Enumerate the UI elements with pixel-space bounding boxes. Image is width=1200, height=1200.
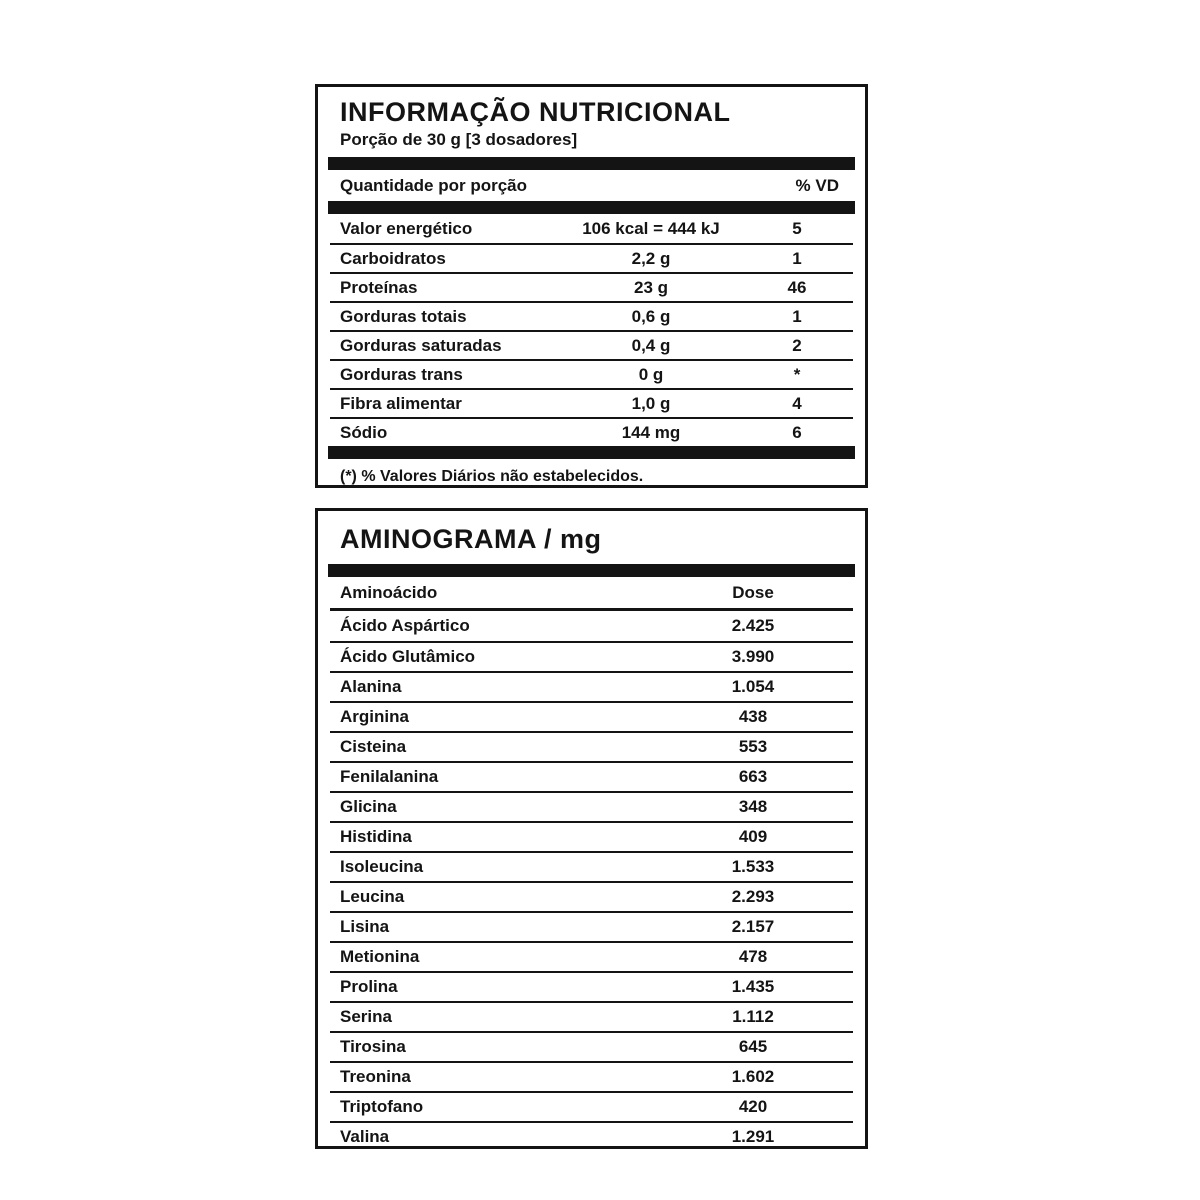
- amino-acid-header: Aminoácido: [340, 582, 438, 602]
- amino-acid-name: Valina: [340, 1127, 390, 1147]
- aminogram-divider-bar: [328, 564, 855, 577]
- amino-acid-dose: 553: [738, 737, 768, 757]
- amino-acid-name: Glicina: [340, 797, 397, 817]
- nutrition-rows: [330, 214, 853, 446]
- amino-acid-dose: 348: [738, 797, 768, 817]
- nutrient-label: Valor energético: [340, 218, 473, 238]
- amino-acid-name: Tirosina: [340, 1037, 406, 1057]
- amino-acid-name: Ácido Aspártico: [340, 616, 470, 636]
- amino-acid-name: Leucina: [340, 887, 405, 907]
- amino-acid-dose: 1.112: [732, 1007, 774, 1027]
- amino-acid-name: Lisina: [340, 917, 390, 937]
- table-row: [330, 821, 853, 851]
- amino-acid-dose: 2.425: [731, 616, 775, 636]
- daily-values-footnote: (*) % Valores Diários não estabelecidos.: [340, 468, 644, 486]
- amino-acid-dose: 3.990: [731, 647, 775, 667]
- table-row: [330, 881, 853, 911]
- amino-acid-dose: 1.291: [731, 1127, 775, 1147]
- nutrient-quantity: 2,2 g: [631, 248, 671, 268]
- amino-acid-name: Arginina: [340, 707, 409, 727]
- nutrient-label: Sódio: [340, 422, 388, 442]
- nutrient-label: Gorduras saturadas: [340, 335, 502, 355]
- amino-acid-dose: 1.435: [731, 977, 775, 997]
- nutrient-quantity: 106 kcal = 444 kJ: [582, 218, 720, 238]
- amino-acid-name: Histidina: [340, 827, 412, 847]
- nutrient-quantity: 1,0 g: [631, 393, 671, 413]
- nutrient-dv: 46: [787, 277, 807, 297]
- amino-acid-dose: 1.602: [731, 1067, 775, 1087]
- amino-acid-name: Alanina: [340, 677, 402, 697]
- nutrient-quantity: 144 mg: [621, 422, 681, 442]
- table-row: [330, 641, 853, 671]
- amino-acid-name: Treonina: [340, 1067, 411, 1087]
- amino-acid-dose: 1.054: [731, 677, 775, 697]
- amino-acid-dose: 478: [738, 947, 768, 967]
- aminogram-panel: [315, 508, 868, 1149]
- table-row: [330, 671, 853, 701]
- nutrition-header-row: [340, 170, 843, 201]
- divider-bar-top: [328, 157, 855, 170]
- aminogram-title: AMINOGRAMA / mg: [340, 524, 602, 554]
- amino-acid-dose: 1.533: [731, 857, 775, 877]
- nutrient-label: Proteínas: [340, 277, 418, 297]
- table-row: [330, 941, 853, 971]
- nutrient-dv: 1: [792, 306, 802, 326]
- nutrient-quantity: 0,4 g: [631, 335, 671, 355]
- nutrient-quantity: 23 g: [633, 277, 669, 297]
- table-row: [330, 359, 853, 388]
- amino-acid-name: Fenilalanina: [340, 767, 439, 787]
- nutrient-dv: 4: [792, 393, 802, 413]
- table-row: [330, 761, 853, 791]
- table-row: [330, 1001, 853, 1031]
- amino-acid-dose: 2.293: [731, 887, 775, 907]
- table-row: [330, 330, 853, 359]
- aminogram-header-row: [330, 577, 853, 611]
- dose-header: Dose: [732, 582, 774, 602]
- amino-acid-name: Cisteina: [340, 737, 407, 757]
- nutrient-dv: 6: [792, 422, 802, 442]
- table-row: [330, 243, 853, 272]
- nutrient-quantity: 0,6 g: [631, 306, 671, 326]
- divider-bar-bottom: [328, 446, 855, 459]
- amino-acid-dose: 420: [738, 1097, 768, 1117]
- table-row: [330, 911, 853, 941]
- table-row: [330, 851, 853, 881]
- table-row: [330, 791, 853, 821]
- amino-acid-dose: 409: [738, 827, 768, 847]
- nutrient-dv: *: [793, 364, 801, 384]
- table-row: [330, 971, 853, 1001]
- daily-value-header: % VD: [795, 175, 839, 195]
- table-row: [330, 388, 853, 417]
- table-row: [330, 301, 853, 330]
- nutrition-facts-panel: [315, 84, 868, 488]
- table-row: [330, 611, 853, 641]
- amino-acid-name: Ácido Glutâmico: [340, 647, 476, 667]
- amino-acid-name: Prolina: [340, 977, 398, 997]
- quantity-header: Quantidade por porção: [340, 175, 528, 195]
- nutrient-label: Gorduras totais: [340, 306, 467, 326]
- table-row: [330, 701, 853, 731]
- amino-acid-name: Serina: [340, 1007, 392, 1027]
- table-row: [330, 1121, 853, 1149]
- amino-acid-name: Isoleucina: [340, 857, 424, 877]
- nutrient-dv: 5: [792, 218, 802, 238]
- table-row: [330, 1031, 853, 1061]
- amino-acid-name: Triptofano: [340, 1097, 424, 1117]
- nutrition-title: INFORMAÇÃO NUTRICIONAL: [340, 97, 731, 127]
- nutrient-quantity: 0 g: [638, 364, 664, 384]
- table-row: [330, 214, 853, 243]
- table-row: [330, 1061, 853, 1091]
- nutrient-label: Gorduras trans: [340, 364, 463, 384]
- nutrient-dv: 2: [792, 335, 802, 355]
- amino-acid-name: Metionina: [340, 947, 420, 967]
- nutrient-label: Fibra alimentar: [340, 393, 462, 413]
- nutrient-label: Carboidratos: [340, 248, 446, 268]
- amino-acid-dose: 438: [738, 707, 768, 727]
- amino-acid-dose: 645: [738, 1037, 768, 1057]
- serving-size: Porção de 30 g [3 dosadores]: [340, 130, 578, 150]
- table-row: [330, 1091, 853, 1121]
- table-row: [330, 731, 853, 761]
- table-row: [330, 272, 853, 301]
- amino-acid-dose: 2.157: [731, 917, 775, 937]
- divider-bar-header: [328, 201, 855, 214]
- aminogram-rows: [330, 611, 853, 1149]
- amino-acid-dose: 663: [738, 767, 768, 787]
- nutrient-dv: 1: [792, 248, 802, 268]
- table-row: [330, 417, 853, 446]
